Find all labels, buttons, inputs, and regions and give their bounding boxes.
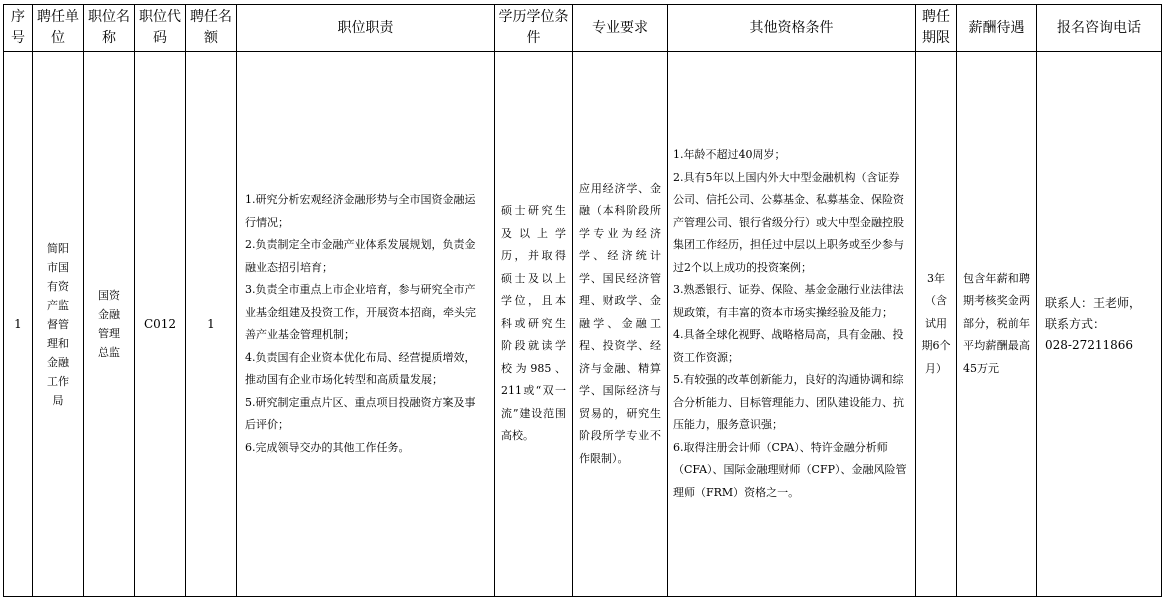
duty-item: 1.研究分析宏观经济金融形势与全市国资金融运行情况； — [245, 193, 476, 229]
duty-item: 3.负责全市重点上市企业培育，参与研究全市产业基金组建及投资工作，开展资本招商，牵头完善产业基金管理机制； — [245, 283, 476, 341]
header-major: 专业要求 — [573, 5, 668, 52]
header-salary: 薪酬待遇 — [957, 5, 1037, 52]
cell-education: 硕士研究生及以上学历，并取得硕士及以上学位，且本科或研究生阶段就读学校为985、211或“双一流”建设范围高校。 — [495, 52, 573, 597]
requirement-item: 6.取得注册会计师（CPA）、特许金融分析师（CFA）、国际金融理财师（CFP）、金融风险管理师（FRM）资格之一。 — [673, 440, 907, 499]
contact-person: 联系人：王老师， — [1045, 295, 1142, 310]
contact-phone: 028-27211866 — [1045, 337, 1134, 352]
cell-term: 3年（含试用期6个月） — [916, 52, 957, 597]
header-position-code: 职位代码 — [135, 5, 186, 52]
header-duties: 职位职责 — [237, 5, 495, 52]
cell-salary: 包含年薪和聘期考核奖金两部分，税前年平均薪酬最高45万元 — [957, 52, 1037, 597]
requirement-item: 2.具有5年以上国内外大中型金融机构（含证券公司、信托公司、公募基金、私募基金、保险资产管理公司、银行省级分行）或大中型金融控股集团工作经历，担任过中层以上职务或至少参与过2个以上成功的投资案例； — [673, 170, 904, 274]
cell-position-code: C012 — [135, 52, 186, 597]
header-quota: 聘任名额 — [186, 5, 237, 52]
duty-item: 4.负责国有企业资本优化布局、经营提质增效，推动国有企业市场化转型和高质量发展； — [245, 350, 476, 386]
duty-item: 5.研究制定重点片区、重点项目投融资方案及事后评价； — [245, 395, 476, 431]
duty-item: 6.完成领导交办的其他工作任务。 — [245, 440, 410, 454]
header-position-name: 职位名称 — [84, 5, 135, 52]
cell-contact — [1037, 52, 1162, 597]
header-contact: 报名咨询电话 — [1037, 5, 1162, 52]
duty-item: 2.负责制定全市金融产业体系发展规划，负责金融业态招引培育； — [245, 238, 476, 274]
header-unit: 聘任单位 — [33, 5, 84, 52]
header-education: 学历学位条件 — [495, 5, 573, 52]
cell-quota: 1 — [186, 52, 237, 597]
header-row — [4, 5, 1162, 52]
recruitment-table — [3, 4, 1162, 597]
header-other-requirements: 其他资格条件 — [668, 5, 916, 52]
cell-position-name: 国资金融管理总监 — [84, 52, 135, 597]
cell-major: 应用经济学、金融（本科阶段所学专业为经济学、经济统计学、国民经济管理、财政学、金融学、金融工程、投资学、经济与金融、精算学、国际经济与贸易的，研究生阶段所学专业不作限制）。 — [573, 52, 668, 597]
header-index: 序号 — [4, 5, 33, 52]
cell-other-requirements — [668, 52, 916, 597]
header-term: 聘任期限 — [916, 5, 957, 52]
cell-unit: 简阳市国有资产监督管理和金融工作局 — [33, 52, 84, 597]
requirement-item: 4.具备全球化视野、战略格局高，具有金融、投资工作资源； — [673, 328, 904, 364]
contact-method: 联系方式： — [1045, 316, 1106, 331]
requirement-item: 1.年龄不超过40周岁； — [673, 148, 786, 161]
requirement-item: 3.熟悉银行、证券、保险、基金金融行业法律法规政策，有丰富的资本市场实操经验及能力； — [673, 283, 904, 319]
requirement-item: 5.有较强的改革创新能力，良好的沟通协调和综合分析能力、目标管理能力、团队建设能力、抗压能力，服务意识强； — [673, 373, 904, 431]
cell-duties — [237, 52, 495, 597]
cell-index: 1 — [4, 52, 33, 597]
table-row — [4, 52, 1162, 597]
